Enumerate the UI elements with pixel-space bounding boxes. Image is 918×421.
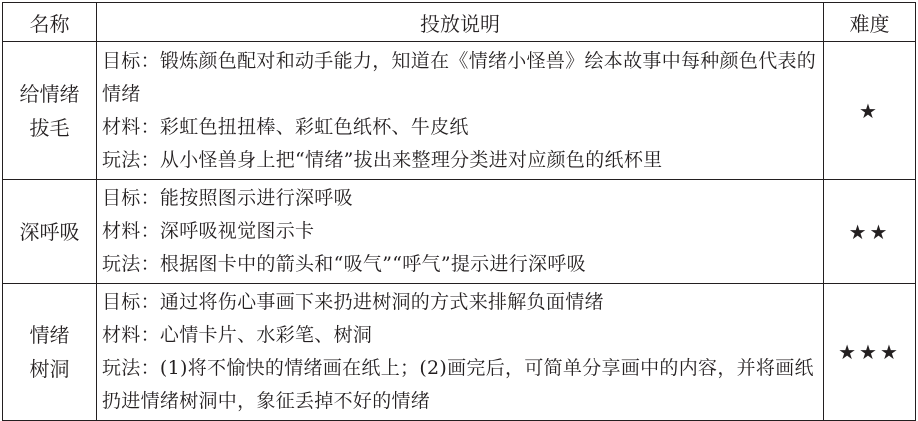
- row-play: 玩法：(1)将不愉快的情绪画在纸上；(2)画完后，可简单分享画中的内容，并将画纸扔进情绪树洞中，象征丢掉不好的情绪: [102, 357, 814, 412]
- row-description-cell: [97, 42, 824, 180]
- activity-table: [2, 2, 916, 421]
- row-goal: 目标：通过将伤心事画下来扔进树洞的方式来排解负面情绪: [102, 291, 604, 313]
- row-goal: 目标：能按照图示进行深呼吸: [102, 187, 353, 209]
- row-difficulty-stars: ★★: [824, 180, 916, 284]
- table-row: [3, 180, 916, 284]
- header-description: 投放说明: [97, 3, 824, 42]
- row-name-line: 情绪: [29, 323, 70, 347]
- row-name-cell: [3, 42, 97, 180]
- row-materials: 材料：彩虹色扭扭棒、彩虹色纸杯、牛皮纸: [102, 115, 469, 138]
- header-row: [3, 3, 916, 42]
- row-play: 玩法：从小怪兽身上把“情绪”拔出来整理分类进对应颜色的纸杯里: [102, 148, 663, 171]
- row-materials: 材料：深呼吸视觉图示卡: [102, 220, 315, 242]
- row-name-line: 拔毛: [29, 115, 70, 140]
- row-description-cell: [97, 180, 824, 284]
- row-name-cell: [3, 284, 97, 421]
- row-difficulty-stars: ★: [824, 42, 916, 180]
- header-difficulty: 难度: [824, 3, 916, 42]
- table-row: [3, 284, 916, 421]
- row-materials: 材料：心情卡片、水彩笔、树洞: [102, 324, 373, 346]
- row-description-cell: [97, 284, 824, 421]
- header-name: 名称: [3, 3, 97, 42]
- row-goal: 目标：锻炼颜色配对和动手能力，知道在《情绪小怪兽》绘本故事中每种颜色代表的情绪: [102, 49, 817, 105]
- row-difficulty-stars: ★★★: [824, 284, 916, 421]
- table-row: [3, 42, 916, 180]
- row-play: 玩法：根据图卡中的箭头和“吸气”“呼气”提示进行深呼吸: [102, 253, 586, 275]
- row-name-line: 深呼吸: [19, 219, 80, 244]
- row-name-line: 给情绪: [19, 81, 80, 106]
- row-name-line: 树洞: [29, 357, 70, 381]
- row-name-cell: [3, 180, 97, 284]
